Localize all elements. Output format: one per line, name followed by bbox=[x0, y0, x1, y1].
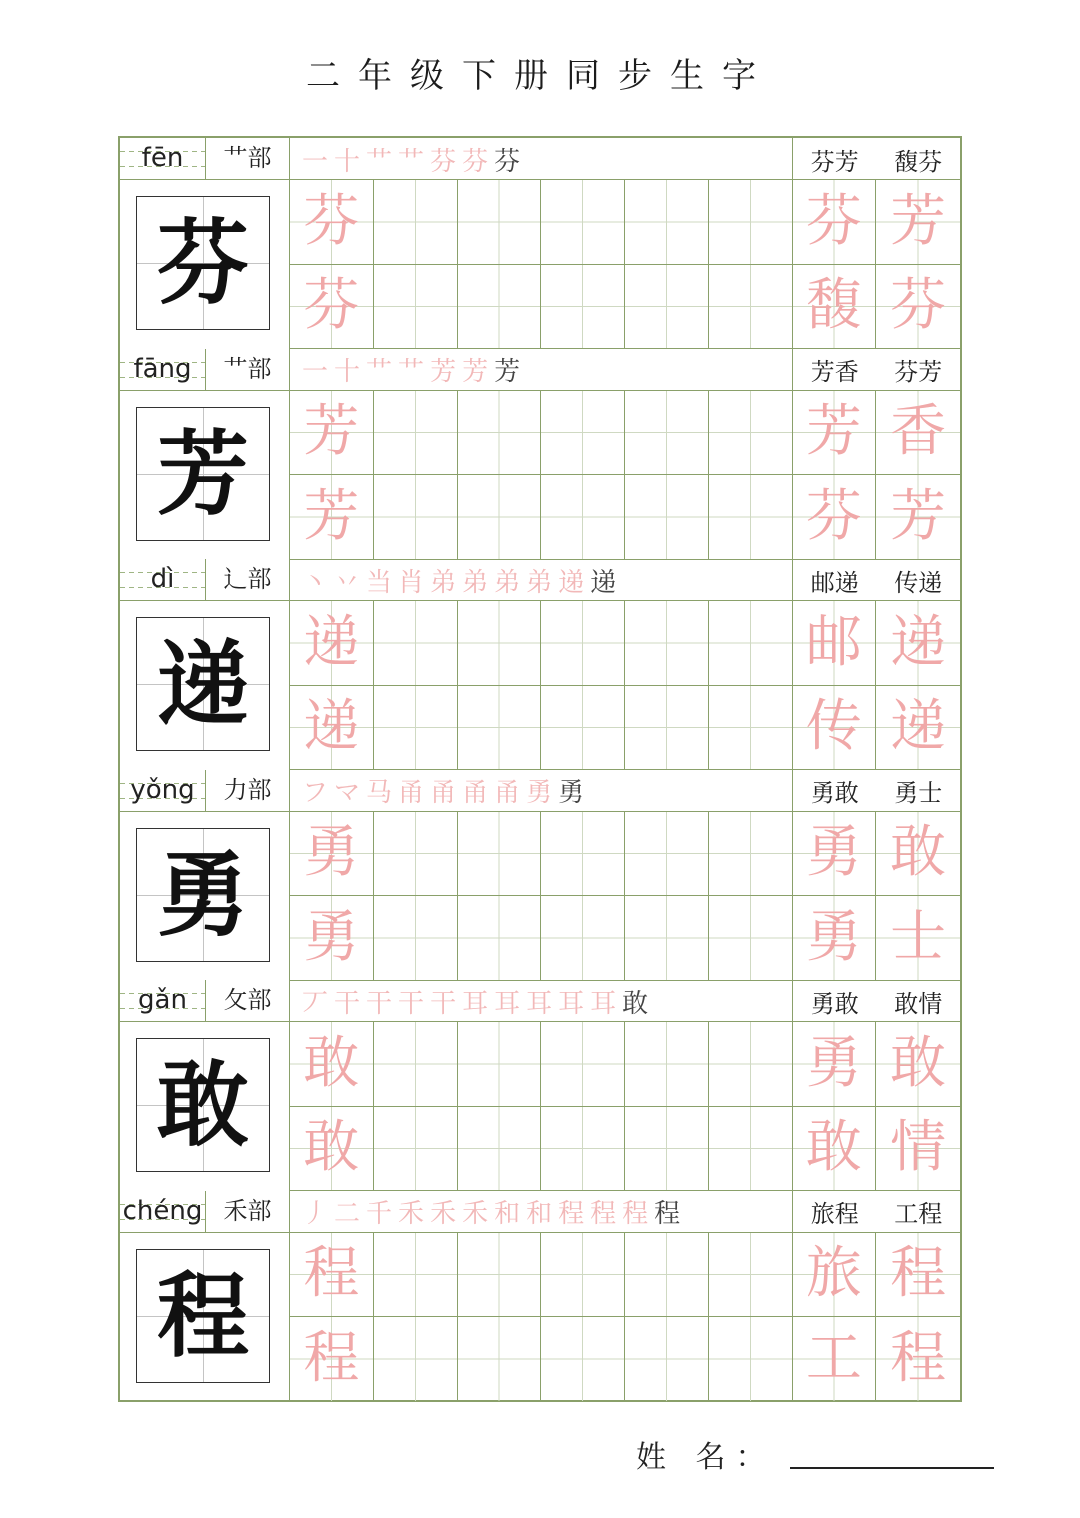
model-character-area bbox=[120, 1022, 290, 1191]
word-trace-cell[interactable] bbox=[876, 1022, 960, 1107]
trace-cell[interactable] bbox=[290, 1317, 374, 1402]
character-block bbox=[120, 770, 960, 981]
stroke-step: 敢 bbox=[622, 988, 649, 1019]
word-trace-cell[interactable] bbox=[793, 1022, 877, 1107]
trace-cell[interactable] bbox=[290, 180, 374, 265]
practice-cell[interactable] bbox=[374, 1317, 458, 1402]
practice-cell[interactable] bbox=[374, 265, 458, 350]
word-label: 邮递 bbox=[810, 568, 859, 597]
word-trace-cell[interactable] bbox=[793, 686, 877, 771]
stroke-step: 耳 bbox=[494, 988, 521, 1019]
trace-word-character: 芳 bbox=[805, 399, 862, 465]
trace-character: 芬 bbox=[303, 273, 360, 339]
stroke-step: 丶 bbox=[302, 567, 329, 598]
trace-cell[interactable] bbox=[290, 265, 374, 350]
word-trace-cell[interactable] bbox=[876, 686, 960, 771]
character-block bbox=[120, 1191, 960, 1402]
trace-character: 芳 bbox=[303, 483, 360, 549]
trace-word-character: 程 bbox=[890, 1241, 947, 1307]
stroke-order bbox=[290, 138, 793, 180]
stroke-step: 一 bbox=[302, 146, 329, 177]
stroke-step: 艹 bbox=[366, 146, 393, 177]
word-trace-cell[interactable] bbox=[876, 1107, 960, 1192]
trace-cell[interactable] bbox=[290, 475, 374, 560]
model-character: 芳 bbox=[156, 419, 249, 528]
practice-grid bbox=[290, 391, 960, 560]
stroke-step: 芬 bbox=[430, 146, 457, 177]
practice-grid bbox=[290, 601, 960, 770]
model-character-box bbox=[136, 1038, 270, 1172]
word-trace-cell[interactable] bbox=[876, 265, 960, 350]
practice-cell[interactable] bbox=[709, 180, 793, 265]
trace-word-character: 邮 bbox=[805, 609, 862, 675]
stroke-step: 二 bbox=[334, 1199, 361, 1229]
trace-word-character: 递 bbox=[890, 694, 947, 760]
trace-word-character: 香 bbox=[890, 399, 947, 465]
trace-word-character: 馥 bbox=[805, 273, 862, 339]
stroke-step: 马 bbox=[366, 778, 393, 808]
practice-cell[interactable] bbox=[541, 1107, 625, 1192]
stroke-step: 当 bbox=[366, 567, 393, 598]
practice-cell[interactable] bbox=[625, 391, 709, 476]
practice-cell[interactable] bbox=[458, 180, 542, 265]
page-title: 二年级下册同步生字 bbox=[306, 56, 774, 96]
stroke-step: 递 bbox=[558, 567, 585, 598]
trace-word-character: 程 bbox=[890, 1325, 947, 1391]
trace-word-character: 勇 bbox=[805, 904, 862, 970]
practice-cell[interactable] bbox=[458, 1233, 542, 1318]
stroke-step: 丷 bbox=[334, 567, 361, 598]
stroke-order bbox=[290, 349, 793, 391]
stroke-step: 禾 bbox=[398, 1199, 425, 1229]
practice-cell[interactable] bbox=[709, 1233, 793, 1318]
stroke-step: 十 bbox=[334, 357, 361, 387]
trace-cell[interactable] bbox=[290, 812, 374, 897]
practice-cell[interactable] bbox=[625, 180, 709, 265]
stroke-step: 程 bbox=[622, 1199, 649, 1229]
practice-cell[interactable] bbox=[541, 601, 625, 686]
stroke-step: 程 bbox=[558, 1199, 585, 1229]
radical-label: 辶部 bbox=[206, 559, 290, 601]
practice-cell[interactable] bbox=[709, 601, 793, 686]
practice-cell[interactable] bbox=[458, 686, 542, 771]
name-blank-line[interactable] bbox=[790, 1467, 994, 1469]
practice-cell[interactable] bbox=[709, 1022, 793, 1107]
stroke-step: 艹 bbox=[398, 146, 425, 177]
practice-cell[interactable] bbox=[458, 896, 542, 981]
practice-grid bbox=[290, 180, 960, 349]
stroke-step: 千 bbox=[366, 1199, 393, 1229]
practice-cell[interactable] bbox=[374, 475, 458, 560]
radical-label: 艹部 bbox=[206, 138, 290, 180]
stroke-step: 干 bbox=[398, 988, 425, 1019]
stroke-order bbox=[290, 770, 793, 812]
practice-cell[interactable] bbox=[625, 265, 709, 350]
practice-cell[interactable] bbox=[458, 1317, 542, 1402]
trace-word-character: 芬 bbox=[890, 273, 947, 339]
practice-cell[interactable] bbox=[625, 475, 709, 560]
trace-word-character: 士 bbox=[890, 904, 947, 970]
character-header-row bbox=[120, 770, 960, 812]
practice-cell[interactable] bbox=[458, 1107, 542, 1192]
trace-character: 程 bbox=[303, 1241, 360, 1307]
practice-cell[interactable] bbox=[709, 265, 793, 350]
character-block bbox=[120, 980, 960, 1191]
words-header bbox=[793, 559, 960, 601]
practice-cell[interactable] bbox=[541, 265, 625, 350]
practice-cell[interactable] bbox=[374, 1022, 458, 1107]
practice-cell[interactable] bbox=[374, 1233, 458, 1318]
practice-cell[interactable] bbox=[541, 1022, 625, 1107]
model-character-area bbox=[120, 1233, 290, 1402]
trace-cell[interactable] bbox=[290, 391, 374, 476]
stroke-step: 甬 bbox=[494, 778, 521, 808]
stroke-step: 耳 bbox=[558, 988, 585, 1019]
trace-cell[interactable] bbox=[290, 686, 374, 771]
words-header bbox=[793, 349, 960, 391]
name-label: 姓 名： bbox=[636, 1440, 776, 1475]
practice-grid bbox=[290, 1233, 960, 1402]
stroke-step: 干 bbox=[366, 988, 393, 1019]
trace-word-character: 芳 bbox=[890, 483, 947, 549]
stroke-step: 程 bbox=[654, 1199, 681, 1229]
trace-character: 敢 bbox=[303, 1115, 360, 1181]
trace-word-character: 敢 bbox=[890, 820, 947, 886]
word-trace-cell[interactable] bbox=[876, 391, 960, 476]
stroke-step: 耳 bbox=[462, 988, 489, 1019]
stroke-step: マ bbox=[334, 778, 361, 808]
stroke-step: 程 bbox=[590, 1199, 617, 1229]
practice-cell[interactable] bbox=[458, 475, 542, 560]
practice-cell[interactable] bbox=[709, 475, 793, 560]
word-trace-cell[interactable] bbox=[876, 812, 960, 897]
practice-cell[interactable] bbox=[541, 180, 625, 265]
model-character: 程 bbox=[156, 1261, 249, 1370]
trace-character: 勇 bbox=[303, 904, 360, 970]
practice-cell[interactable] bbox=[458, 601, 542, 686]
trace-word-character: 传 bbox=[805, 694, 862, 760]
practice-grid bbox=[290, 812, 960, 981]
word-trace-cell[interactable] bbox=[876, 896, 960, 981]
practice-cell[interactable] bbox=[625, 1233, 709, 1318]
trace-character: 芳 bbox=[303, 399, 360, 465]
word-label: 馥芬 bbox=[894, 147, 943, 176]
word-trace-cell[interactable] bbox=[793, 601, 877, 686]
stroke-step: 勇 bbox=[558, 778, 585, 808]
pinyin-label: fāng bbox=[120, 349, 206, 391]
trace-character: 递 bbox=[303, 609, 360, 675]
character-header-row bbox=[120, 980, 960, 1022]
practice-cell[interactable] bbox=[374, 391, 458, 476]
stroke-step: 禾 bbox=[430, 1199, 457, 1229]
practice-cell[interactable] bbox=[709, 812, 793, 897]
word-trace-cell[interactable] bbox=[793, 265, 877, 350]
word-label: 芬芳 bbox=[810, 147, 859, 176]
stroke-step: 丆 bbox=[302, 988, 329, 1019]
stroke-step: 丿 bbox=[302, 1199, 329, 1229]
model-character-box bbox=[136, 617, 270, 751]
word-label: 芳香 bbox=[810, 358, 859, 386]
stroke-step: 甬 bbox=[430, 778, 457, 808]
radical-label: 攵部 bbox=[206, 980, 290, 1022]
trace-character: 递 bbox=[303, 694, 360, 760]
trace-word-character: 勇 bbox=[805, 820, 862, 886]
practice-cell[interactable] bbox=[625, 686, 709, 771]
practice-cell[interactable] bbox=[374, 601, 458, 686]
word-label: 敢情 bbox=[894, 989, 943, 1018]
model-character-area bbox=[120, 180, 290, 349]
stroke-order bbox=[290, 1191, 793, 1233]
stroke-step: 甬 bbox=[398, 778, 425, 808]
practice-cell[interactable] bbox=[374, 812, 458, 897]
practice-cell[interactable] bbox=[541, 1317, 625, 1402]
word-trace-cell[interactable] bbox=[793, 1233, 877, 1318]
trace-word-character: 芳 bbox=[890, 188, 947, 254]
stroke-step: 勇 bbox=[526, 778, 553, 808]
trace-cell[interactable] bbox=[290, 1107, 374, 1192]
word-trace-cell[interactable] bbox=[876, 1317, 960, 1402]
trace-word-character: 情 bbox=[890, 1115, 947, 1181]
word-label: 勇敢 bbox=[810, 989, 859, 1018]
trace-character: 勇 bbox=[303, 820, 360, 886]
model-character: 勇 bbox=[156, 840, 249, 949]
trace-character: 敢 bbox=[303, 1030, 360, 1096]
trace-character: 芬 bbox=[303, 188, 360, 254]
words-header bbox=[793, 770, 960, 812]
character-header-row bbox=[120, 559, 960, 601]
radical-label: 力部 bbox=[206, 770, 290, 812]
word-label: 勇士 bbox=[894, 779, 943, 807]
model-character-area bbox=[120, 391, 290, 560]
stroke-step: 芬 bbox=[462, 146, 489, 177]
stroke-step: 肖 bbox=[398, 567, 425, 598]
stroke-step: 耳 bbox=[526, 988, 553, 1019]
word-label: 工程 bbox=[894, 1200, 943, 1228]
trace-word-character: 芬 bbox=[805, 188, 862, 254]
practice-cell[interactable] bbox=[625, 1107, 709, 1192]
trace-word-character: 敢 bbox=[890, 1030, 947, 1096]
radical-label: 禾部 bbox=[206, 1191, 290, 1233]
practice-cell[interactable] bbox=[374, 686, 458, 771]
pinyin-label: gǎn bbox=[120, 980, 206, 1022]
word-trace-cell[interactable] bbox=[793, 180, 877, 265]
stroke-step: 弟 bbox=[526, 567, 553, 598]
model-character-box bbox=[136, 407, 270, 541]
pinyin-label: dì bbox=[120, 559, 206, 601]
stroke-step: 耳 bbox=[590, 988, 617, 1019]
model-character: 递 bbox=[156, 630, 249, 738]
practice-cell[interactable] bbox=[541, 686, 625, 771]
stroke-step: 和 bbox=[494, 1199, 521, 1229]
practice-cell[interactable] bbox=[709, 1317, 793, 1402]
trace-word-character: 旅 bbox=[805, 1241, 862, 1307]
stroke-step: 艹 bbox=[366, 357, 393, 387]
words-header bbox=[793, 980, 960, 1022]
practice-grid bbox=[290, 1022, 960, 1191]
character-header-row bbox=[120, 349, 960, 391]
model-character-area bbox=[120, 812, 290, 981]
word-trace-cell[interactable] bbox=[793, 475, 877, 560]
practice-cell[interactable] bbox=[625, 1022, 709, 1107]
model-character-box bbox=[136, 196, 270, 330]
trace-word-character: 递 bbox=[890, 609, 947, 675]
stroke-order bbox=[290, 980, 793, 1022]
model-character: 敢 bbox=[156, 1051, 249, 1159]
word-trace-cell[interactable] bbox=[793, 1107, 877, 1192]
practice-cell[interactable] bbox=[709, 686, 793, 771]
model-character-box bbox=[136, 828, 270, 962]
practice-cell[interactable] bbox=[709, 391, 793, 476]
model-character-area bbox=[120, 601, 290, 770]
practice-cell[interactable] bbox=[458, 265, 542, 350]
practice-cell[interactable] bbox=[458, 812, 542, 897]
stroke-step: 弟 bbox=[494, 567, 521, 598]
practice-cell[interactable] bbox=[541, 896, 625, 981]
trace-word-character: 芬 bbox=[805, 483, 862, 549]
words-header bbox=[793, 1191, 960, 1233]
stroke-step: 弟 bbox=[462, 567, 489, 598]
word-trace-cell[interactable] bbox=[793, 1317, 877, 1402]
word-trace-cell[interactable] bbox=[876, 180, 960, 265]
name-field bbox=[636, 1432, 994, 1476]
stroke-step: 和 bbox=[526, 1199, 553, 1229]
practice-cell[interactable] bbox=[458, 391, 542, 476]
practice-cell[interactable] bbox=[374, 896, 458, 981]
character-header-row bbox=[120, 138, 960, 180]
trace-character: 程 bbox=[303, 1325, 360, 1391]
character-header-row bbox=[120, 1191, 960, 1233]
trace-cell[interactable] bbox=[290, 1022, 374, 1107]
model-character-box bbox=[136, 1249, 270, 1383]
practice-cell[interactable] bbox=[709, 896, 793, 981]
practice-cell[interactable] bbox=[625, 601, 709, 686]
practice-cell[interactable] bbox=[374, 180, 458, 265]
word-label: 芬芳 bbox=[894, 358, 943, 386]
word-label: 勇敢 bbox=[810, 779, 859, 807]
stroke-step: 十 bbox=[334, 146, 361, 177]
practice-cell[interactable] bbox=[625, 1317, 709, 1402]
model-character: 芬 bbox=[156, 209, 249, 317]
trace-cell[interactable] bbox=[290, 896, 374, 981]
stroke-step: 芳 bbox=[430, 357, 457, 387]
practice-cell[interactable] bbox=[541, 475, 625, 560]
word-trace-cell[interactable] bbox=[876, 601, 960, 686]
practice-sheet bbox=[118, 136, 962, 1402]
stroke-step: 弟 bbox=[430, 567, 457, 598]
stroke-step: 一 bbox=[302, 357, 329, 387]
stroke-step: 芳 bbox=[462, 357, 489, 387]
practice-cell[interactable] bbox=[541, 391, 625, 476]
practice-cell[interactable] bbox=[458, 1022, 542, 1107]
trace-word-character: 勇 bbox=[805, 1030, 862, 1096]
words-header bbox=[793, 138, 960, 180]
word-trace-cell[interactable] bbox=[793, 896, 877, 981]
word-label: 传递 bbox=[894, 568, 943, 597]
practice-cell[interactable] bbox=[374, 1107, 458, 1192]
character-block bbox=[120, 349, 960, 560]
character-block bbox=[120, 559, 960, 770]
stroke-step: 干 bbox=[334, 988, 361, 1019]
pinyin-label: chéng bbox=[120, 1191, 206, 1233]
word-trace-cell[interactable] bbox=[793, 812, 877, 897]
stroke-step: 甬 bbox=[462, 778, 489, 808]
practice-cell[interactable] bbox=[709, 1107, 793, 1192]
practice-cell[interactable] bbox=[541, 812, 625, 897]
word-label: 旅程 bbox=[810, 1200, 859, 1228]
stroke-step: 芳 bbox=[494, 357, 521, 387]
stroke-step: フ bbox=[302, 778, 329, 808]
pinyin-label: fēn bbox=[120, 138, 206, 180]
trace-cell[interactable] bbox=[290, 601, 374, 686]
stroke-step: 艹 bbox=[398, 357, 425, 387]
word-trace-cell[interactable] bbox=[876, 1233, 960, 1318]
character-block bbox=[120, 138, 960, 349]
word-trace-cell[interactable] bbox=[793, 391, 877, 476]
practice-cell[interactable] bbox=[625, 812, 709, 897]
trace-word-character: 工 bbox=[805, 1325, 862, 1391]
stroke-step: 芬 bbox=[494, 146, 521, 177]
stroke-step: 递 bbox=[590, 567, 617, 598]
stroke-order bbox=[290, 559, 793, 601]
trace-word-character: 敢 bbox=[805, 1115, 862, 1181]
practice-cell[interactable] bbox=[625, 896, 709, 981]
practice-cell[interactable] bbox=[541, 1233, 625, 1318]
word-trace-cell[interactable] bbox=[876, 475, 960, 560]
radical-label: 艹部 bbox=[206, 349, 290, 391]
trace-cell[interactable] bbox=[290, 1233, 374, 1318]
pinyin-label: yǒng bbox=[120, 770, 206, 812]
stroke-step: 禾 bbox=[462, 1199, 489, 1229]
stroke-step: 干 bbox=[430, 988, 457, 1019]
